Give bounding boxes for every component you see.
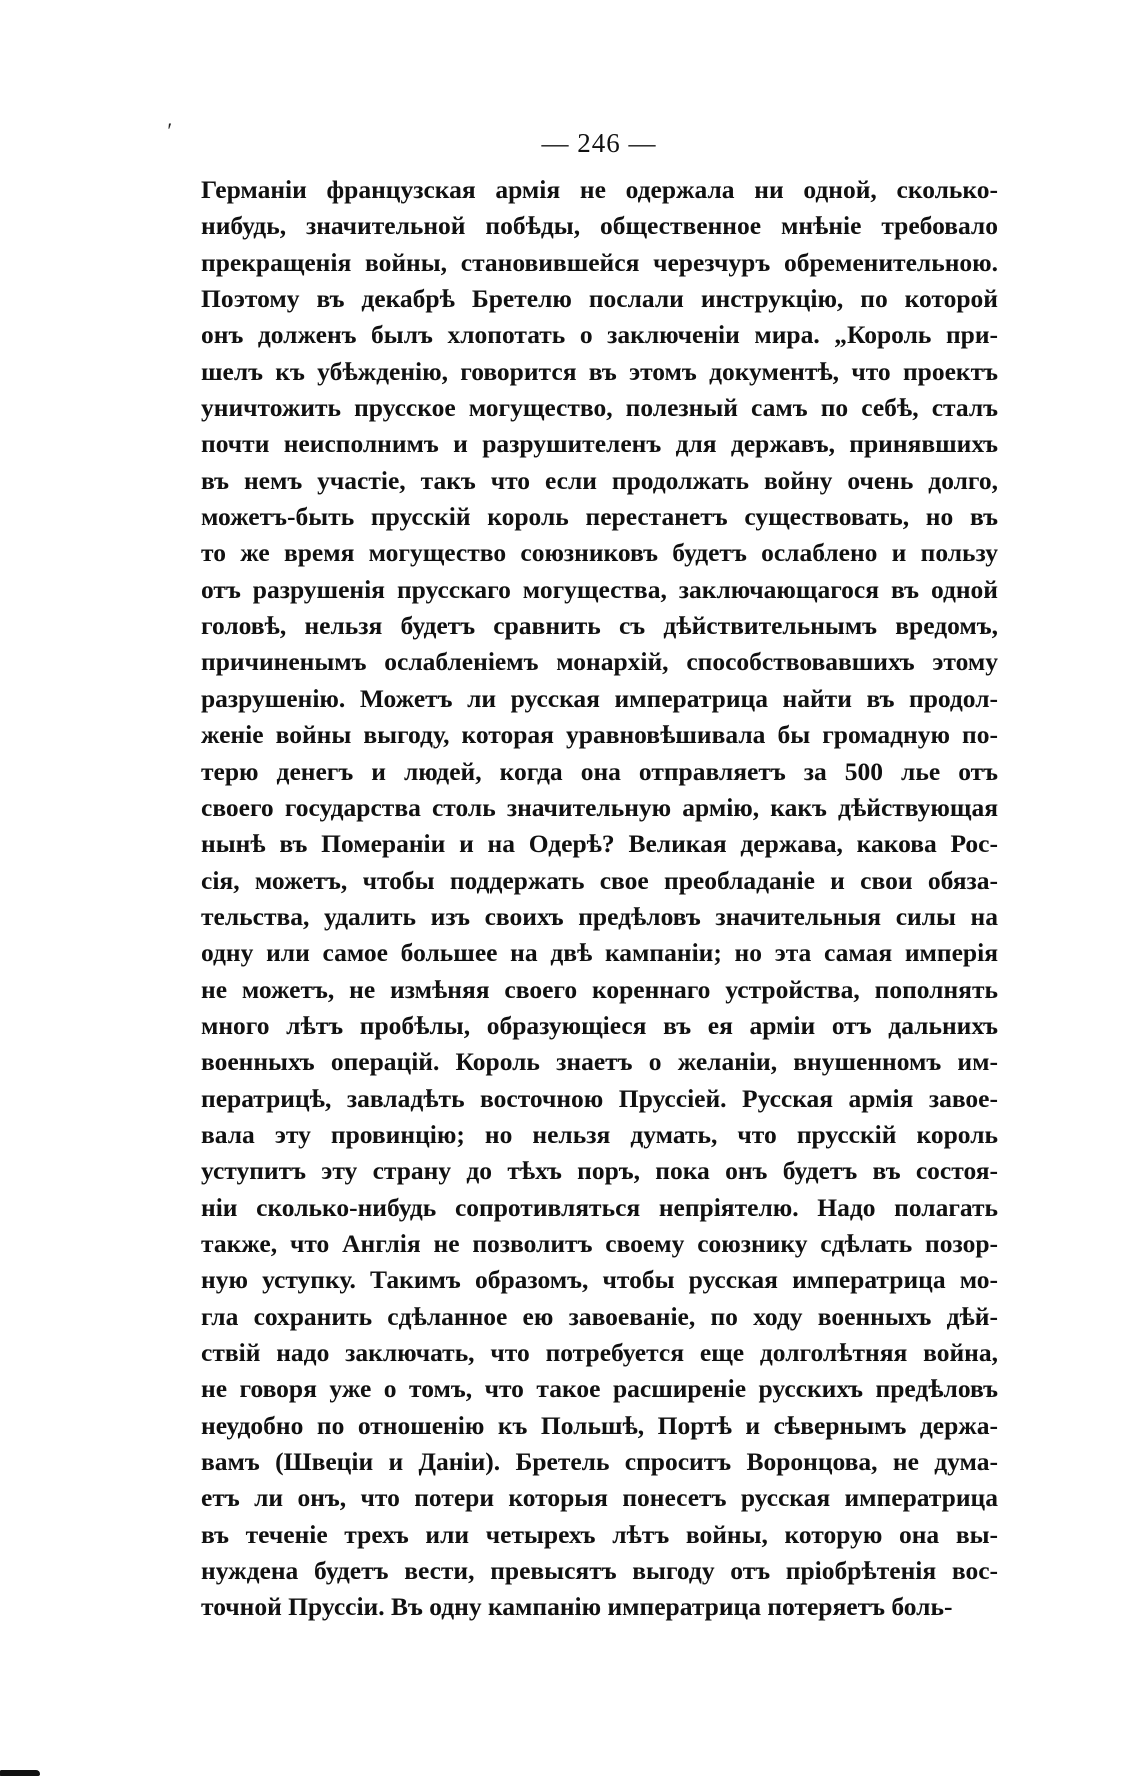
text-line: прекращенія войны, становившейся черезчуръ обременительною. bbox=[201, 247, 998, 277]
text-line: разрушенію. Можетъ ли русская императрица найти въ продол- bbox=[201, 683, 998, 713]
text-line: въ теченіе трехъ или четырехъ лѣтъ войны, которую она вы- bbox=[201, 1519, 998, 1549]
text-line: ную уступку. Такимъ образомъ, чтобы русская императрица мо- bbox=[201, 1265, 998, 1295]
text-line: Германіи французская армія не одержала ни одной, сколько- bbox=[201, 175, 998, 204]
text-line: не можетъ, не измѣняя своего кореннаго устройства, пополнять bbox=[201, 974, 998, 1004]
text-line: терю денегъ и людей, когда она отправляетъ за 500 лье отъ bbox=[201, 756, 998, 786]
text-line: отъ разрушенія прусскаго могущества, заключающагося въ одной bbox=[201, 574, 998, 604]
text-line: не говоря уже о томъ, что такое расширеніе русскихъ предѣловъ bbox=[201, 1374, 998, 1404]
text-line: въ немъ участіе, такъ что если продолжать войну очень долго, bbox=[201, 465, 998, 495]
text-line: женіе войны выгоду, которая уравновѣшивала бы громадную по- bbox=[201, 720, 998, 750]
text-line: одну или самое большее на двѣ кампаніи; но эта самая имперія bbox=[201, 938, 998, 968]
text-line: уступитъ эту страну до тѣхъ поръ, пока онъ будетъ въ состоя- bbox=[201, 1156, 998, 1186]
text-line: много лѣтъ пробѣлы, образующіеся въ ея арміи отъ дальнихъ bbox=[201, 1010, 998, 1040]
text-line: вамъ (Швеціи и Даніи). Бретель спроситъ Воронцова, не дума- bbox=[201, 1447, 998, 1477]
page-number-text: — 246 — bbox=[541, 128, 657, 158]
text-line: головѣ, нельзя будетъ сравнить съ дѣйствительнымъ вредомъ, bbox=[201, 611, 998, 641]
text-line: шелъ къ убѣжденію, говорится въ этомъ документѣ, что проектъ bbox=[201, 356, 998, 386]
text-line: сія, можетъ, чтобы поддержать свое преобладаніе и свои обяза- bbox=[201, 865, 998, 895]
text-line: точной Пруссіи. Въ одну кампанію императрица потеряетъ боль- bbox=[201, 1592, 953, 1622]
text-line: вала эту провинцію; но нельзя думать, что прусскій король bbox=[201, 1119, 998, 1149]
text-line: уничтожить прусское могущество, полезный самъ по себѣ, сталъ bbox=[201, 393, 998, 423]
text-line: тельства, удалить изъ своихъ предѣловъ значительныя силы на bbox=[201, 901, 998, 931]
text-line: также, что Англія не позволитъ своему союзнику сдѣлать позор- bbox=[201, 1228, 998, 1258]
text-line: неудобно по отношенію къ Польшѣ, Портѣ и сѣвернымъ держа- bbox=[201, 1410, 998, 1440]
text-line: етъ ли онъ, что потери которыя понесетъ русская императрица bbox=[201, 1483, 998, 1513]
text-line: причиненымъ ослабленіемъ монархій, способствовавшихъ этому bbox=[201, 647, 998, 677]
scan-edge-mark bbox=[0, 1770, 40, 1776]
text-line: ператрицѣ, завладѣть восточною Пруссіей. Русская армія завое- bbox=[201, 1083, 998, 1113]
text-line: можетъ-быть прусскій король перестанетъ существовать, но въ bbox=[201, 502, 998, 532]
text-line: Поэтому въ декабрѣ Бретелю послали инструкцію, по которой bbox=[201, 284, 998, 314]
text-line: то же время могущество союзниковъ будетъ ослаблено и пользу bbox=[201, 538, 998, 568]
text-line: военныхъ операцій. Король знаетъ о желаніи, внушенномъ им- bbox=[201, 1047, 998, 1077]
text-line: нибудь, значительной побѣды, общественное мнѣніе требовало bbox=[201, 211, 998, 241]
text-line: нуждена будетъ вести, превысятъ выгоду отъ пріобрѣтенія вос- bbox=[201, 1556, 998, 1586]
page-number bbox=[0, 128, 1140, 159]
stray-ink-mark: ′ bbox=[166, 118, 171, 143]
text-line: ніи сколько-нибудь сопротивляться непріятелю. Надо полагать bbox=[201, 1192, 998, 1222]
text-line: онъ долженъ былъ хлопотать о заключеніи мира. „Король при- bbox=[201, 320, 998, 350]
text-line: почти неисполнимъ и разрушителенъ для державъ, принявшихъ bbox=[201, 429, 998, 459]
text-line: ствій надо заключать, что потребуется еще долголѣтняя война, bbox=[201, 1338, 998, 1367]
body-text bbox=[201, 172, 998, 1626]
text-line: гла сохранить сдѣланное ею завоеваніе, по ходу военныхъ дѣй- bbox=[201, 1301, 998, 1331]
text-line: своего государства столь значительную армію, какъ дѣйствующая bbox=[201, 792, 998, 822]
text-line: нынѣ въ Помераніи и на Одерѣ? Великая держава, какова Рос- bbox=[201, 829, 998, 859]
